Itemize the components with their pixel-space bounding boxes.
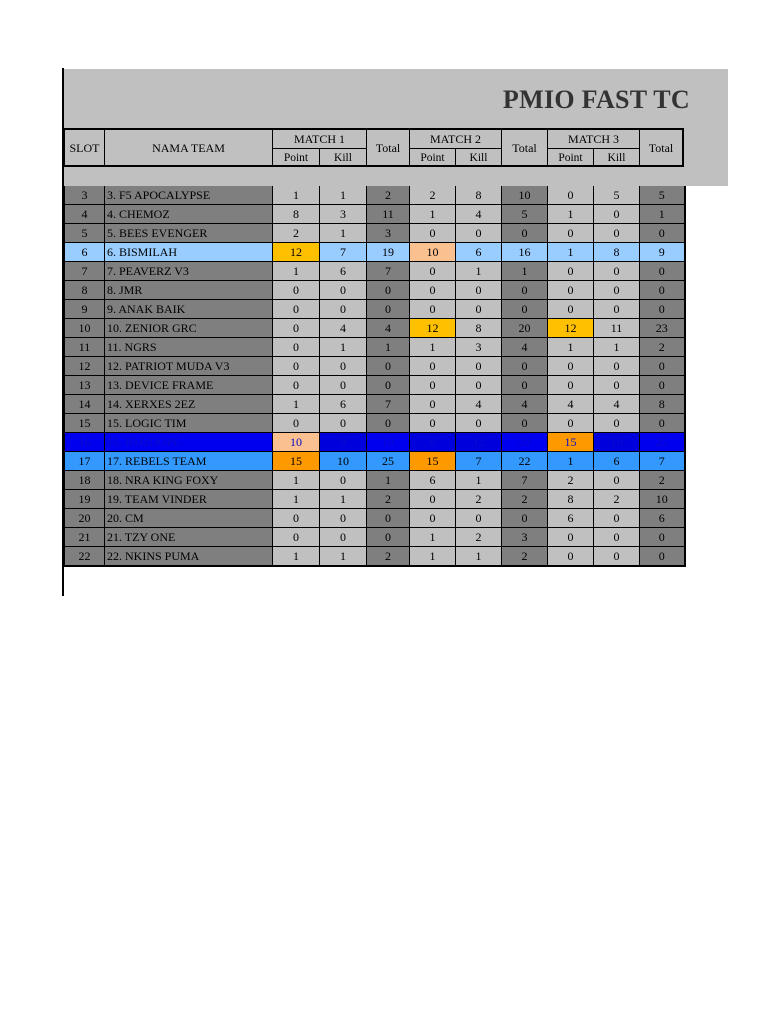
match2-point-cell: 0	[410, 490, 456, 509]
match3-point-cell: 0	[548, 528, 594, 547]
match1-kill-cell: 10	[320, 452, 367, 471]
slot-cell: 18	[65, 471, 105, 490]
match2-kill-cell: 4	[456, 395, 502, 414]
table-row	[65, 186, 685, 205]
match2-total-cell: 3	[502, 528, 548, 547]
match1-kill-cell: 3	[320, 205, 367, 224]
match2-total-cell: 5	[502, 205, 548, 224]
match2-total-cell: 0	[502, 376, 548, 395]
match2-total-cell: 0	[502, 414, 548, 433]
match1-kill-cell: 0	[320, 414, 367, 433]
match2-kill-cell: 1	[456, 262, 502, 281]
match1-kill-cell: 0	[320, 281, 367, 300]
match3-total-cell: 0	[640, 262, 685, 281]
slot-cell: 4	[65, 205, 105, 224]
match2-total-cell: 7	[502, 471, 548, 490]
match2-kill-cell: 7	[456, 452, 502, 471]
match1-point-cell: 0	[273, 319, 320, 338]
match2-point-cell: 0	[410, 281, 456, 300]
match3-kill-cell: 0	[594, 205, 640, 224]
table-row	[65, 281, 685, 300]
match3-kill-cell: 0	[594, 281, 640, 300]
match3-total-cell: 23	[640, 319, 685, 338]
table-row	[65, 338, 685, 357]
match3-total-cell: 6	[640, 509, 685, 528]
match1-kill-cell: 0	[320, 471, 367, 490]
match2-kill-cell: 0	[456, 357, 502, 376]
team-name-cell: 9. ANAK BAIK	[105, 300, 273, 319]
match1-total-cell: 0	[367, 376, 410, 395]
match2-kill-cell: 0	[456, 509, 502, 528]
match1-point-cell: 12	[273, 243, 320, 262]
match2-point-cell: 0	[410, 300, 456, 319]
table-row	[65, 205, 685, 224]
slot-cell: 3	[65, 186, 105, 205]
slot-cell: 15	[65, 414, 105, 433]
match2-kill-cell: 2	[456, 528, 502, 547]
match3-kill-cell: 10	[594, 433, 640, 452]
match2-point-cell: 1	[410, 547, 456, 567]
match2-kill-cell: 4	[456, 205, 502, 224]
match3-kill-cell: 0	[594, 262, 640, 281]
match2-total-cell: 10	[502, 186, 548, 205]
match2-kill-cell: 1	[456, 471, 502, 490]
match1-point-cell: 0	[273, 509, 320, 528]
match1-point-cell: 1	[273, 186, 320, 205]
slot-cell: 7	[65, 262, 105, 281]
match1-point-cell: 2	[273, 224, 320, 243]
team-name-cell: 18. NRA KING FOXY	[105, 471, 273, 490]
header-slot: SLOT	[64, 128, 104, 166]
match2-point-cell: 8	[410, 433, 456, 452]
header-match2-point: Point	[409, 148, 455, 166]
match2-point-cell: 6	[410, 471, 456, 490]
match1-total-cell: 2	[367, 547, 410, 567]
header-match1-total: Total	[366, 128, 409, 166]
match3-point-cell: 4	[548, 395, 594, 414]
match1-point-cell: 1	[273, 547, 320, 567]
match1-kill-cell: 4	[320, 319, 367, 338]
match1-point-cell: 15	[273, 452, 320, 471]
match2-kill-cell: 0	[456, 281, 502, 300]
match3-point-cell: 0	[548, 376, 594, 395]
table-row	[65, 528, 685, 547]
table-row	[65, 433, 685, 452]
match1-total-cell: 2	[367, 186, 410, 205]
match1-point-cell: 0	[273, 300, 320, 319]
header-match2-total: Total	[501, 128, 547, 166]
match3-kill-cell: 0	[594, 509, 640, 528]
match3-point-cell: 8	[548, 490, 594, 509]
match3-total-cell: 2	[640, 338, 685, 357]
match1-point-cell: 1	[273, 490, 320, 509]
match1-point-cell: 0	[273, 376, 320, 395]
match2-total-cell: 1	[502, 262, 548, 281]
table-row	[65, 224, 685, 243]
match2-kill-cell: 0	[456, 414, 502, 433]
match2-total-cell: 0	[502, 224, 548, 243]
match3-total-cell: 8	[640, 395, 685, 414]
slot-cell: 20	[65, 509, 105, 528]
match3-total-cell: 1	[640, 205, 685, 224]
header-match1-kill: Kill	[319, 148, 366, 166]
match1-point-cell: 0	[273, 414, 320, 433]
match1-total-cell: 0	[367, 509, 410, 528]
match2-total-cell: 16	[502, 243, 548, 262]
slot-cell: 9	[65, 300, 105, 319]
match3-point-cell: 1	[548, 338, 594, 357]
match3-kill-cell: 0	[594, 376, 640, 395]
slot-cell: 12	[65, 357, 105, 376]
match2-total-cell: 0	[502, 300, 548, 319]
team-name-cell: 15. LOGIC TIM	[105, 414, 273, 433]
match3-point-cell: 1	[548, 243, 594, 262]
slot-cell: 21	[65, 528, 105, 547]
match3-total-cell: 25	[640, 433, 685, 452]
match3-point-cell: 1	[548, 205, 594, 224]
match1-total-cell: 11	[367, 205, 410, 224]
table-row	[65, 300, 685, 319]
match2-total-cell: 22	[502, 452, 548, 471]
match2-kill-cell: 8	[456, 186, 502, 205]
slot-cell: 14	[65, 395, 105, 414]
header-match3: MATCH 3	[547, 128, 639, 148]
match1-point-cell: 1	[273, 262, 320, 281]
match3-point-cell: 15	[548, 433, 594, 452]
match2-point-cell: 0	[410, 395, 456, 414]
match2-point-cell: 1	[410, 528, 456, 547]
table-row	[65, 509, 685, 528]
match1-kill-cell: 0	[320, 357, 367, 376]
match2-kill-cell: 3	[456, 338, 502, 357]
slot-cell: 17	[65, 452, 105, 471]
match2-total-cell: 2	[502, 547, 548, 567]
match1-kill-cell: 6	[320, 262, 367, 281]
match1-total-cell: 3	[367, 224, 410, 243]
match3-point-cell: 2	[548, 471, 594, 490]
match2-total-cell: 20	[502, 433, 548, 452]
match1-point-cell: 8	[273, 205, 320, 224]
match2-point-cell: 0	[410, 414, 456, 433]
table-row	[65, 490, 685, 509]
slot-cell: 6	[65, 243, 105, 262]
match2-total-cell: 0	[502, 281, 548, 300]
match3-kill-cell: 0	[594, 471, 640, 490]
standings-table	[64, 186, 686, 567]
match1-total-cell: 0	[367, 300, 410, 319]
slot-cell: 16	[65, 433, 105, 452]
match3-point-cell: 0	[548, 186, 594, 205]
match1-total-cell: 19	[367, 243, 410, 262]
header-match1: MATCH 1	[272, 128, 366, 148]
table-row	[65, 547, 685, 567]
match3-kill-cell: 1	[594, 338, 640, 357]
match1-point-cell: 1	[273, 395, 320, 414]
match3-kill-cell: 0	[594, 528, 640, 547]
team-name-cell: 17. REBELS TEAM	[105, 452, 273, 471]
match2-point-cell: 0	[410, 224, 456, 243]
match3-kill-cell: 4	[594, 395, 640, 414]
match2-point-cell: 1	[410, 205, 456, 224]
slot-cell: 22	[65, 547, 105, 567]
match3-total-cell: 0	[640, 281, 685, 300]
match3-kill-cell: 5	[594, 186, 640, 205]
match2-kill-cell: 0	[456, 376, 502, 395]
match2-kill-cell: 8	[456, 319, 502, 338]
match3-total-cell: 7	[640, 452, 685, 471]
match3-total-cell: 0	[640, 224, 685, 243]
team-name-cell: 14. XERXES 2EZ	[105, 395, 273, 414]
match2-kill-cell: 0	[456, 300, 502, 319]
team-name-cell: 7. PEAVERZ V3	[105, 262, 273, 281]
match2-kill-cell: 2	[456, 490, 502, 509]
match3-kill-cell: 11	[594, 319, 640, 338]
header-match3-kill: Kill	[593, 148, 639, 166]
match2-total-cell: 2	[502, 490, 548, 509]
header-match3-point: Point	[547, 148, 593, 166]
match2-point-cell: 10	[410, 243, 456, 262]
match2-kill-cell: 1	[456, 547, 502, 567]
match1-total-cell: 4	[367, 319, 410, 338]
match1-kill-cell: 1	[320, 186, 367, 205]
match2-total-cell: 4	[502, 395, 548, 414]
match1-kill-cell: 0	[320, 528, 367, 547]
match3-point-cell: 1	[548, 452, 594, 471]
match1-total-cell: 7	[367, 395, 410, 414]
team-name-cell: 4. CHEMOZ	[105, 205, 273, 224]
match1-total-cell: 0	[367, 528, 410, 547]
match3-total-cell: 0	[640, 547, 685, 567]
match3-total-cell: 2	[640, 471, 685, 490]
match2-point-cell: 0	[410, 376, 456, 395]
match1-kill-cell: 0	[320, 376, 367, 395]
match2-total-cell: 0	[502, 509, 548, 528]
team-name-cell: 5. BEES EVENGER	[105, 224, 273, 243]
match1-total-cell: 7	[367, 262, 410, 281]
match1-kill-cell: 7	[320, 243, 367, 262]
slot-cell: 8	[65, 281, 105, 300]
match1-kill-cell: 1	[320, 547, 367, 567]
match1-total-cell: 1	[367, 471, 410, 490]
match3-kill-cell: 2	[594, 490, 640, 509]
match3-total-cell: 0	[640, 414, 685, 433]
team-name-cell: 22. NKINS PUMA	[105, 547, 273, 567]
match3-kill-cell: 0	[594, 224, 640, 243]
match1-point-cell: 0	[273, 357, 320, 376]
match2-kill-cell: 12	[456, 433, 502, 452]
match2-point-cell: 0	[410, 262, 456, 281]
match3-point-cell: 0	[548, 414, 594, 433]
match1-point-cell: 1	[273, 471, 320, 490]
match1-total-cell: 0	[367, 357, 410, 376]
slot-cell: 5	[65, 224, 105, 243]
match3-kill-cell: 6	[594, 452, 640, 471]
match3-kill-cell: 0	[594, 414, 640, 433]
slot-cell: 19	[65, 490, 105, 509]
match2-point-cell: 1	[410, 338, 456, 357]
match3-kill-cell: 8	[594, 243, 640, 262]
team-name-cell: 13. DEVICE FRAME	[105, 376, 273, 395]
match3-point-cell: 0	[548, 262, 594, 281]
match3-total-cell: 0	[640, 300, 685, 319]
team-name-cell: 16. BMzDOPE	[105, 433, 273, 452]
team-name-cell: 6. BISMILAH	[105, 243, 273, 262]
match3-total-cell: 0	[640, 376, 685, 395]
team-name-cell: 8. JMR	[105, 281, 273, 300]
match1-point-cell: 0	[273, 338, 320, 357]
header-match3-total: Total	[639, 128, 684, 166]
match2-total-cell: 4	[502, 338, 548, 357]
slot-cell: 11	[65, 338, 105, 357]
match2-kill-cell: 6	[456, 243, 502, 262]
team-name-cell: 20. CM	[105, 509, 273, 528]
match3-total-cell: 5	[640, 186, 685, 205]
match1-total-cell: 1	[367, 338, 410, 357]
match2-point-cell: 15	[410, 452, 456, 471]
match2-point-cell: 2	[410, 186, 456, 205]
match1-point-cell: 0	[273, 281, 320, 300]
match1-kill-cell: 0	[320, 509, 367, 528]
table-row	[65, 319, 685, 338]
match1-total-cell: 0	[367, 281, 410, 300]
table-row	[65, 471, 685, 490]
header-bottom-rule	[64, 165, 684, 167]
match2-kill-cell: 0	[456, 224, 502, 243]
table-row	[65, 357, 685, 376]
team-name-cell: 21. TZY ONE	[105, 528, 273, 547]
slot-cell: 13	[65, 376, 105, 395]
team-name-cell: 19. TEAM VINDER	[105, 490, 273, 509]
team-name-cell: 12. PATRIOT MUDA V3	[105, 357, 273, 376]
team-name-cell: 3. F5 APOCALYPSE	[105, 186, 273, 205]
match3-point-cell: 0	[548, 300, 594, 319]
table-header	[64, 128, 684, 166]
match3-total-cell: 0	[640, 357, 685, 376]
table-row	[65, 414, 685, 433]
match1-kill-cell: 1	[320, 490, 367, 509]
header-team: NAMA TEAM	[104, 128, 272, 166]
match3-kill-cell: 0	[594, 357, 640, 376]
table-row	[65, 395, 685, 414]
match3-point-cell: 12	[548, 319, 594, 338]
match3-total-cell: 9	[640, 243, 685, 262]
match3-total-cell: 10	[640, 490, 685, 509]
match1-kill-cell: 1	[320, 338, 367, 357]
match2-point-cell: 0	[410, 357, 456, 376]
match3-point-cell: 0	[548, 224, 594, 243]
match1-kill-cell: 6	[320, 395, 367, 414]
match2-point-cell: 0	[410, 509, 456, 528]
match1-point-cell: 10	[273, 433, 320, 452]
header-match2-kill: Kill	[455, 148, 501, 166]
team-name-cell: 11. NGRS	[105, 338, 273, 357]
match1-point-cell: 0	[273, 528, 320, 547]
match3-point-cell: 0	[548, 357, 594, 376]
match1-kill-cell: 1	[320, 224, 367, 243]
match3-point-cell: 0	[548, 281, 594, 300]
match2-total-cell: 0	[502, 357, 548, 376]
match3-total-cell: 0	[640, 528, 685, 547]
table-row	[65, 262, 685, 281]
match1-kill-cell: 9	[320, 433, 367, 452]
table-row	[65, 243, 685, 262]
table-row	[65, 452, 685, 471]
slot-cell: 10	[65, 319, 105, 338]
team-name-cell: 10. ZENIOR GRC	[105, 319, 273, 338]
match3-kill-cell: 0	[594, 300, 640, 319]
match3-point-cell: 6	[548, 509, 594, 528]
match2-point-cell: 12	[410, 319, 456, 338]
match1-total-cell: 0	[367, 414, 410, 433]
match3-point-cell: 0	[548, 547, 594, 567]
match1-total-cell: 19	[367, 433, 410, 452]
header-match2: MATCH 2	[409, 128, 501, 148]
match3-kill-cell: 0	[594, 547, 640, 567]
match2-total-cell: 20	[502, 319, 548, 338]
match1-total-cell: 2	[367, 490, 410, 509]
match1-kill-cell: 0	[320, 300, 367, 319]
page-title: PMIO FAST TC	[502, 85, 690, 114]
header-match1-point: Point	[272, 148, 319, 166]
table-row	[65, 376, 685, 395]
match1-total-cell: 25	[367, 452, 410, 471]
